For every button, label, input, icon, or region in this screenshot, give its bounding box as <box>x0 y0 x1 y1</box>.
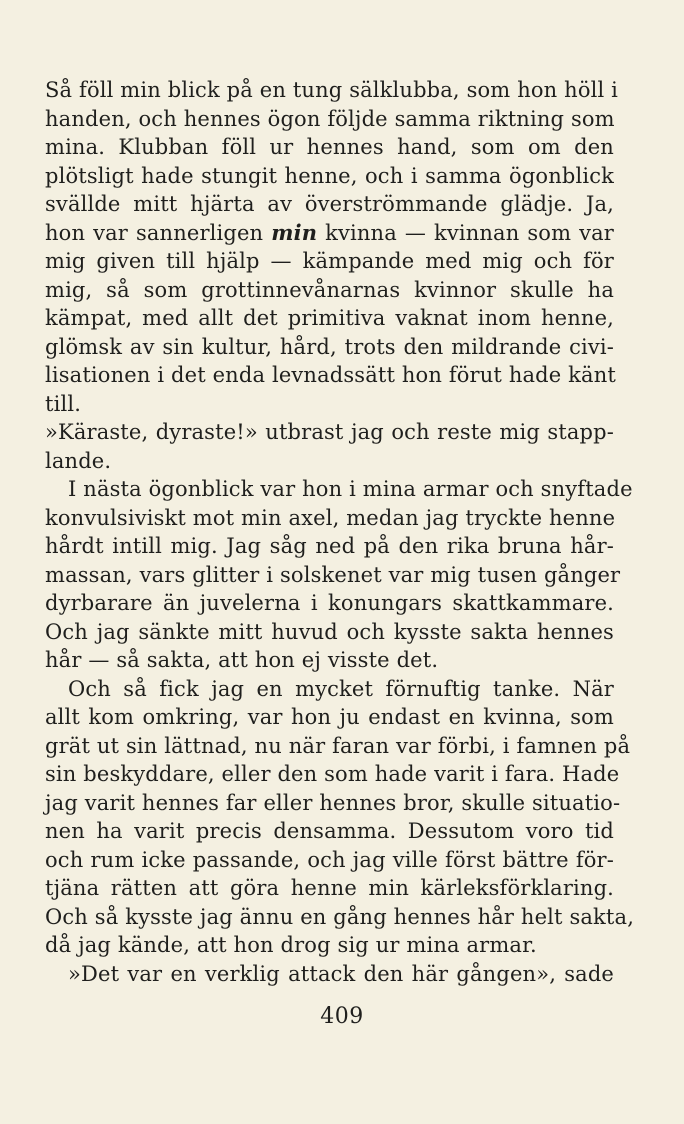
text-line: mina. Klubban föll ur hennes hand, som om den <box>45 135 614 159</box>
text-line: I nästa ögonblick var hon i mina armar och snyftade <box>68 477 633 501</box>
text-line: hårdt intill mig. Jag såg ned på den rika bruna hår- <box>45 534 614 558</box>
text-line: nen ha varit precis densamma. Dessutom voro tid <box>45 819 614 843</box>
text-line: plötsligt hade stungit henne, och i samma ögonblick <box>45 163 614 188</box>
text-line: sin beskyddare, eller den som hade varit i fara. Hade <box>45 762 620 786</box>
text-line: då jag kände, att hon drog sig ur mina armar. <box>45 933 537 957</box>
text-line: handen, och hennes ögon följde samma riktning som <box>45 106 615 131</box>
text-line: Och så kysste jag ännu en gång hennes hår helt sakta, <box>45 904 635 929</box>
text-line: lande. <box>45 448 112 473</box>
emphasized-word: min <box>271 219 318 245</box>
text-line: dyrbarare än juvelerna i konungars skattkammare. <box>45 591 614 615</box>
text-line: kämpat, med allt det primitiva vaknat inom henne, <box>45 306 614 330</box>
text-line: »Det var en verklig attack den här gången», sade <box>68 961 614 986</box>
page-number: 409 <box>320 1004 364 1029</box>
text-line: glömsk av sin kultur, hård, trots den mildrande civi- <box>45 334 614 359</box>
text-line: tjäna rätten att göra henne min kärleksförklaring. <box>45 876 614 900</box>
text-line: svällde mitt hjärta av överströmmande glädje. Ja, <box>45 192 614 216</box>
text-line: hår — så sakta, att hon ej visste det. <box>45 648 439 672</box>
text-line: mig given till hjälp — kämpande med mig och för <box>45 249 614 273</box>
text-line: massan, vars glitter i solskenet var mig tusen gånger <box>45 562 621 587</box>
body-text <box>45 76 635 988</box>
text-line: grät ut sin lättnad, nu när faran var förbi, i famnen på <box>45 733 631 758</box>
text-line: och rum icke passande, och jag ville först bättre för- <box>45 847 614 872</box>
text-line: jag varit hennes far eller hennes bror, skulle situatio- <box>45 790 621 815</box>
text-line: Och så fick jag en mycket förnuftig tanke. När <box>68 676 614 701</box>
text-line: allt kom omkring, var hon ju endast en kvinna, som <box>45 705 614 729</box>
text-line: konvulsiviskt mot min axel, medan jag tryckte henne <box>45 505 616 530</box>
text-line: lisationen i det enda levnadssätt hon förut hade känt <box>45 363 616 387</box>
text-line: Så föll min blick på en tung sälklubba, som hon höll i <box>45 78 619 102</box>
text-line: till. <box>45 391 82 416</box>
text-line: Och jag sänkte mitt huvud och kysste sakta hennes <box>45 619 614 644</box>
text-line: mig, så som grottinnevånarnas kvinnor skulle ha <box>45 277 614 302</box>
text-line: hon var sannerligen min kvinna — kvinnan som var <box>45 219 614 245</box>
text-line: »Käraste, dyraste!» utbrast jag och reste mig stapp- <box>45 420 614 444</box>
